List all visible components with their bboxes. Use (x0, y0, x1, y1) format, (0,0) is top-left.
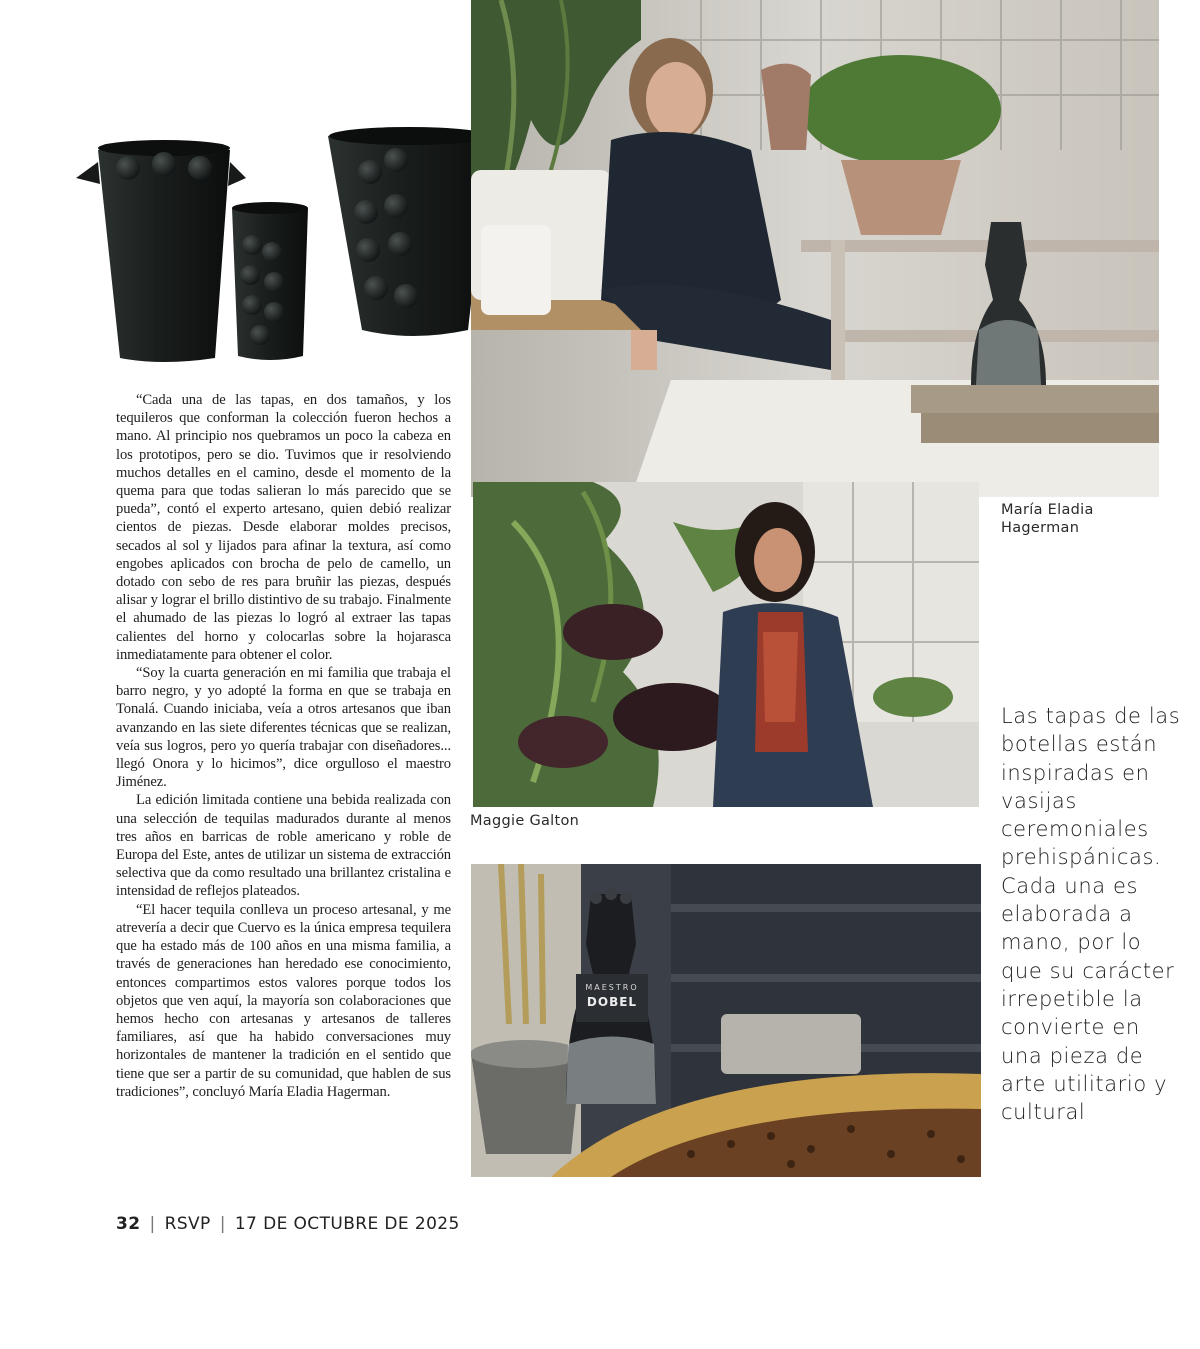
issue-date: 17 DE OCTUBRE DE 2025 (234, 1214, 460, 1234)
page-footer (116, 1214, 460, 1234)
page-number: 32 (116, 1214, 141, 1234)
photo-maria-eladia-hagerman (471, 0, 1159, 497)
photo-tequila-bottle (471, 864, 981, 1177)
footer-separator: | (149, 1214, 156, 1234)
article-paragraph: “Cada una de las tapas, en dos tamaños, y los tequileros que conforman la colección fueron hechos a mano. Al principio nos quebramos un poco la cabeza en los prototipos, pero se dio. Tuvimos que ir resolviendo muchos detalles en el camino, desde el momento de la quema para que todas salieran lo más parecido que se pueda”, contó el experto artesano, quien debió realizar cientos de piezas. Desde elaborar moldes precisos, secados al sol y lijados para afinar la textura, así como engobes aplicados con brocha de pelo de camello, un dotado con sebo de res para bruñir las piezas, después alisar y lograr el brillo distintivo de su trabajo. Finalmente el ahumado de las piezas lo logró al extraer las tapas calientes del horno y colocarlas sobre la hojarasca inmediatamente para obtener el color. (116, 392, 451, 663)
clay-vessels-image (70, 120, 490, 370)
vessel-tall (328, 127, 490, 336)
vessel-small (232, 202, 308, 360)
publication-name: RSVP (164, 1214, 211, 1234)
article-paragraph: La edición limitada contiene una bebida realizada con una selección de tequilas madurados durante al menos tres años en barricas de roble americano y roble de Europa del Este, antes de utilizar un sistema de extracción selectiva que da como resultado una brillantez cristalina e intensidad de reflejos plateados. (116, 792, 451, 900)
caption-photo1: María Eladia Hagerman (1001, 502, 1094, 536)
bottle-label-line1: MAESTRO (585, 983, 639, 992)
bottle-label-line2: DOBEL (586, 995, 638, 1009)
article-paragraph: “El hacer tequila conlleva un proceso artesanal, y me atrevería a decir que Cuervo es la única empresa tequilera que ha estado más de 100 años en una misma familia, a través de generaciones han heredado ese conocimiento, entonces compartimos estos valores porque todos los objetos que ven aquí, la mayoría son colaboraciones que hemos hecho con artesanas y artesanos de talleres familiares, así que ha habido conversaciones muy horizontales de mantener la tradición en el sentido que tiene que ser a partir de su comunidad, que hablen de sus tradiciones”, concluyó María Eladia Hagerman. (116, 901, 451, 1100)
pull-quote: Las tapas de las botellas están inspiradas en vasijas ceremoniales prehispánicas. Cada una es elaborada a mano, por lo que su carácter irrepetible la convierte en una pieza de arte utilitario y cultural (1001, 704, 1181, 1125)
caption-photo2: Maggie Galton (470, 813, 580, 829)
photo-maggie-galton (473, 482, 979, 807)
footer-separator: | (219, 1214, 226, 1234)
article-body (116, 391, 451, 1101)
article-paragraph: “Soy la cuarta generación en mi familia que trabaja el barro negro, y yo adopté la forma en que se trabaja en Tonalá. Cuando iniciaba, veía a otros artesanos que iban avanzando en las siete diferentes técnicas que se realizan, veía sus logros, pero yo quería trabajar con diseñadores... llegó Onora y lo hicimos”, dice orgulloso el maestro Jiménez. (116, 665, 451, 791)
vessel-left (76, 140, 246, 362)
